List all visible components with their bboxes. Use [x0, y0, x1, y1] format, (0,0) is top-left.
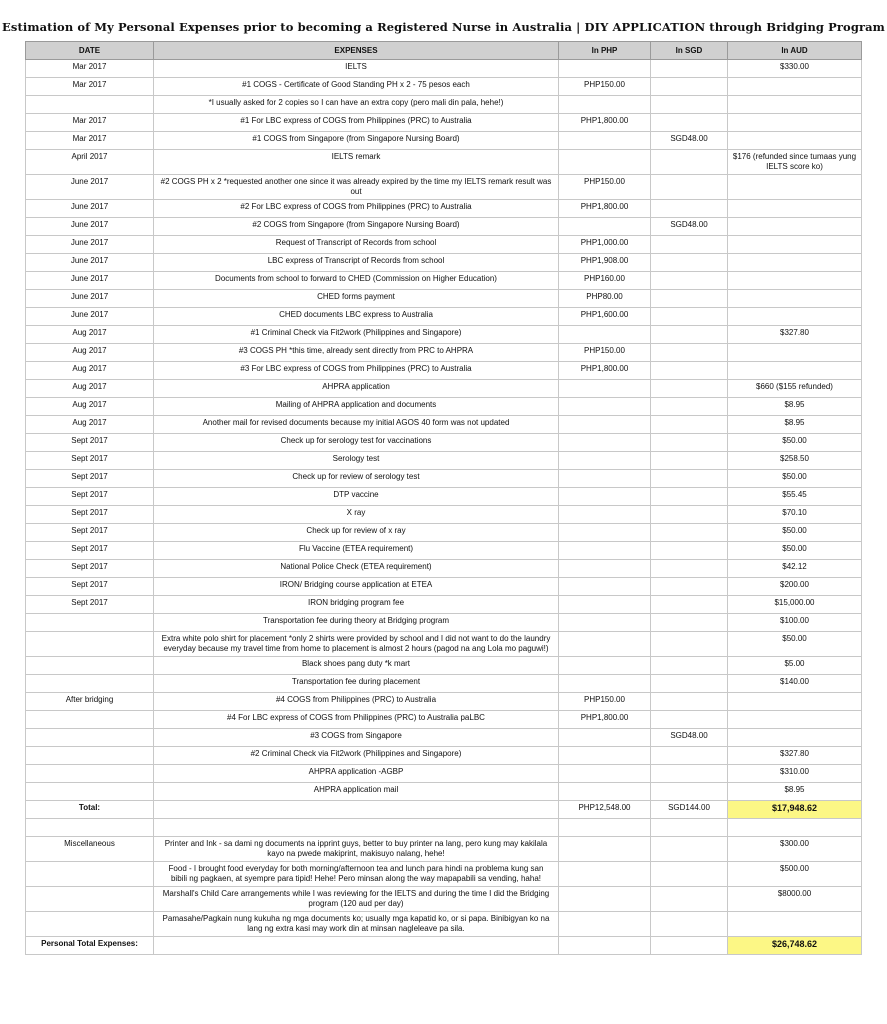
table-row — [26, 783, 862, 801]
table-header-row — [26, 42, 862, 60]
date-cell: Mar 2017 — [26, 114, 154, 132]
php-cell: PHP1,908.00 — [559, 254, 651, 272]
expense-cell: CHED documents LBC express to Australia — [154, 308, 559, 326]
php-cell — [559, 470, 651, 488]
expense-cell: Request of Transcript of Records from school — [154, 236, 559, 254]
sgd-cell — [651, 711, 728, 729]
table-row — [26, 175, 862, 200]
php-cell — [559, 132, 651, 150]
table-row — [26, 693, 862, 711]
sgd-cell — [651, 542, 728, 560]
aud-cell — [728, 175, 862, 200]
table-row — [26, 711, 862, 729]
sgd-cell — [651, 344, 728, 362]
sgd-cell — [651, 380, 728, 398]
aud-cell: $50.00 — [728, 434, 862, 452]
table-row — [26, 96, 862, 114]
aud-cell: $660 ($155 refunded) — [728, 380, 862, 398]
php-cell: PHP1,600.00 — [559, 308, 651, 326]
aud-cell — [728, 218, 862, 236]
expense-cell: #4 For LBC express of COGS from Philippines (PRC) to Australia paLBC — [154, 711, 559, 729]
sgd-cell — [651, 200, 728, 218]
date-cell: Sept 2017 — [26, 578, 154, 596]
sgd-cell — [651, 632, 728, 657]
aud-cell: $50.00 — [728, 542, 862, 560]
personal-total-aud: $26,748.62 — [728, 937, 862, 955]
expense-cell: #2 Criminal Check via Fit2work (Philippines and Singapore) — [154, 747, 559, 765]
expense-cell: Mailing of AHPRA application and documents — [154, 398, 559, 416]
sgd-cell — [651, 614, 728, 632]
misc-expense-cell: Food - I brought food everyday for both morning/afternoon tea and lunch para hindi na problema kung san bibili ng pagkaen, at syempre para tipid! Hehe! Pero minsan along the way mapapabili sa vending, haha! — [154, 862, 559, 887]
misc-expense-cell: Printer and Ink - sa dami ng documents na ipprint guys, better to buy printer na lang, pero kung may kakilala kayo na pwede makiprint, makisuyo nalang, hehe! — [154, 837, 559, 862]
expense-cell: AHPRA application mail — [154, 783, 559, 801]
total-sgd: SGD144.00 — [651, 801, 728, 819]
total-aud: $17,948.62 — [728, 801, 862, 819]
aud-cell: $50.00 — [728, 524, 862, 542]
php-cell — [559, 657, 651, 675]
expense-cell: Check up for serology test for vaccinations — [154, 434, 559, 452]
table-row — [26, 78, 862, 96]
date-cell: June 2017 — [26, 200, 154, 218]
misc-label: Miscellaneous — [26, 837, 154, 862]
expense-cell: DTP vaccine — [154, 488, 559, 506]
misc-label — [26, 887, 154, 912]
expense-cell: #2 COGS PH x 2 *requested another one since it was already expired by the time my IELTS remark result was out — [154, 175, 559, 200]
total-php: PHP12,548.00 — [559, 801, 651, 819]
expense-cell: #3 COGS from Singapore — [154, 729, 559, 747]
aud-cell: $258.50 — [728, 452, 862, 470]
expense-cell: #1 COGS from Singapore (from Singapore Nursing Board) — [154, 132, 559, 150]
misc-aud-cell — [728, 912, 862, 937]
php-cell: PHP1,800.00 — [559, 711, 651, 729]
php-cell — [559, 60, 651, 78]
aud-cell — [728, 693, 862, 711]
expense-cell: LBC express of Transcript of Records from school — [154, 254, 559, 272]
aud-cell — [728, 711, 862, 729]
table-row — [26, 114, 862, 132]
sgd-cell — [651, 765, 728, 783]
total-row — [26, 801, 862, 819]
sgd-cell — [651, 254, 728, 272]
php-cell — [559, 398, 651, 416]
sgd-cell — [651, 560, 728, 578]
table-row — [26, 254, 862, 272]
empty-cell — [154, 819, 559, 837]
misc-row — [26, 887, 862, 912]
date-cell — [26, 632, 154, 657]
expense-cell: CHED forms payment — [154, 290, 559, 308]
header-date: DATE — [26, 42, 154, 60]
date-cell — [26, 96, 154, 114]
date-cell: April 2017 — [26, 150, 154, 175]
sgd-cell: SGD48.00 — [651, 132, 728, 150]
sgd-cell: SGD48.00 — [651, 729, 728, 747]
expense-cell: IRON bridging program fee — [154, 596, 559, 614]
date-cell — [26, 657, 154, 675]
table-row — [26, 578, 862, 596]
aud-cell: $327.80 — [728, 326, 862, 344]
table-row — [26, 344, 862, 362]
aud-cell: $140.00 — [728, 675, 862, 693]
aud-cell — [728, 78, 862, 96]
aud-cell: $8.95 — [728, 783, 862, 801]
date-cell: Sept 2017 — [26, 560, 154, 578]
aud-cell: $330.00 — [728, 60, 862, 78]
date-cell: Mar 2017 — [26, 132, 154, 150]
misc-expense-cell: Pamasahe/Pagkain nung kukuha ng mga documents ko; usually mga kapatid ko, or si papa. Binibigyan ko na lang ng extra kasi may work din at minsan nagleleave pa sila. — [154, 912, 559, 937]
php-cell: PHP1,800.00 — [559, 362, 651, 380]
aud-cell — [728, 254, 862, 272]
aud-cell — [728, 344, 862, 362]
aud-cell: $70.10 — [728, 506, 862, 524]
date-cell: Sept 2017 — [26, 596, 154, 614]
aud-cell — [728, 308, 862, 326]
expense-cell: Another mail for revised documents because my initial AGOS 40 form was not updated — [154, 416, 559, 434]
table-row — [26, 506, 862, 524]
expense-cell: Serology test — [154, 452, 559, 470]
empty-cell — [651, 937, 728, 955]
table-row — [26, 290, 862, 308]
misc-aud-cell: $500.00 — [728, 862, 862, 887]
empty-cell — [651, 887, 728, 912]
php-cell: PHP160.00 — [559, 272, 651, 290]
date-cell: Aug 2017 — [26, 362, 154, 380]
sgd-cell — [651, 747, 728, 765]
sgd-cell — [651, 434, 728, 452]
expense-cell: IELTS remark — [154, 150, 559, 175]
php-cell — [559, 747, 651, 765]
php-cell — [559, 578, 651, 596]
date-cell — [26, 614, 154, 632]
aud-cell: $50.00 — [728, 632, 862, 657]
aud-cell: $15,000.00 — [728, 596, 862, 614]
php-cell — [559, 416, 651, 434]
empty-cell — [651, 912, 728, 937]
date-cell: Aug 2017 — [26, 344, 154, 362]
table-row — [26, 236, 862, 254]
php-cell — [559, 326, 651, 344]
expense-cell: Check up for review of x ray — [154, 524, 559, 542]
date-cell: June 2017 — [26, 175, 154, 200]
aud-cell: $42.12 — [728, 560, 862, 578]
php-cell — [559, 488, 651, 506]
php-cell — [559, 452, 651, 470]
php-cell — [559, 783, 651, 801]
date-cell — [26, 729, 154, 747]
aud-cell: $100.00 — [728, 614, 862, 632]
misc-row — [26, 862, 862, 887]
sgd-cell — [651, 416, 728, 434]
table-row — [26, 657, 862, 675]
sgd-cell — [651, 96, 728, 114]
aud-cell: $55.45 — [728, 488, 862, 506]
date-cell: Sept 2017 — [26, 434, 154, 452]
empty-cell — [559, 912, 651, 937]
table-row — [26, 398, 862, 416]
misc-label — [26, 862, 154, 887]
sgd-cell — [651, 398, 728, 416]
misc-aud-cell: $300.00 — [728, 837, 862, 862]
php-cell — [559, 614, 651, 632]
sgd-cell — [651, 326, 728, 344]
sgd-cell — [651, 60, 728, 78]
table-row — [26, 729, 862, 747]
expense-cell: Transportation fee during theory at Bridging program — [154, 614, 559, 632]
aud-cell — [728, 272, 862, 290]
header-expenses: EXPENSES — [154, 42, 559, 60]
table-row — [26, 747, 862, 765]
expense-cell: Documents from school to forward to CHED (Commission on Higher Education) — [154, 272, 559, 290]
table-row — [26, 434, 862, 452]
php-cell — [559, 765, 651, 783]
date-cell — [26, 765, 154, 783]
total-expense-empty — [154, 801, 559, 819]
expense-cell: #1 COGS - Certificate of Good Standing PH x 2 - 75 pesos each — [154, 78, 559, 96]
php-cell — [559, 542, 651, 560]
php-cell — [559, 380, 651, 398]
date-cell: After bridging — [26, 693, 154, 711]
date-cell: June 2017 — [26, 218, 154, 236]
sgd-cell — [651, 114, 728, 132]
date-cell: June 2017 — [26, 236, 154, 254]
sgd-cell — [651, 657, 728, 675]
php-cell: PHP1,800.00 — [559, 200, 651, 218]
aud-cell: $200.00 — [728, 578, 862, 596]
table-row — [26, 150, 862, 175]
empty-cell — [728, 819, 862, 837]
expense-cell: IRON/ Bridging course application at ETEA — [154, 578, 559, 596]
table-row — [26, 218, 862, 236]
expense-cell: Extra white polo shirt for placement *only 2 shirts were provided by school and I did not want to do the laundry everyday because my travel time from home to placement is almost 2 hours (pagod na ang Lola mo paguwi!) — [154, 632, 559, 657]
php-cell: PHP150.00 — [559, 693, 651, 711]
php-cell — [559, 675, 651, 693]
sgd-cell — [651, 578, 728, 596]
date-cell: Mar 2017 — [26, 60, 154, 78]
php-cell: PHP80.00 — [559, 290, 651, 308]
header-php: In PHP — [559, 42, 651, 60]
aud-cell: $176 (refunded since tumaas yung IELTS score ko) — [728, 150, 862, 175]
header-aud: In AUD — [728, 42, 862, 60]
sgd-cell: SGD48.00 — [651, 218, 728, 236]
php-cell — [559, 150, 651, 175]
table-row — [26, 524, 862, 542]
php-cell — [559, 434, 651, 452]
table-row — [26, 765, 862, 783]
misc-row — [26, 837, 862, 862]
expense-cell: #2 COGS from Singapore (from Singapore Nursing Board) — [154, 218, 559, 236]
empty-cell — [559, 937, 651, 955]
sgd-cell — [651, 290, 728, 308]
date-cell: Aug 2017 — [26, 416, 154, 434]
misc-expense-cell: Marshall's Child Care arrangements while I was reviewing for the IELTS and during the time I did the Bridging program (120 aud per day) — [154, 887, 559, 912]
php-cell — [559, 729, 651, 747]
expense-cell: #3 For LBC express of COGS from Philippines (PRC) to Australia — [154, 362, 559, 380]
php-cell — [559, 596, 651, 614]
sgd-cell — [651, 150, 728, 175]
aud-cell — [728, 290, 862, 308]
aud-cell — [728, 729, 862, 747]
table-row — [26, 416, 862, 434]
empty-cell — [651, 819, 728, 837]
expense-cell: X ray — [154, 506, 559, 524]
aud-cell: $8.95 — [728, 398, 862, 416]
date-cell: Aug 2017 — [26, 326, 154, 344]
sgd-cell — [651, 596, 728, 614]
sgd-cell — [651, 175, 728, 200]
sgd-cell — [651, 452, 728, 470]
aud-cell: $8.95 — [728, 416, 862, 434]
misc-row — [26, 912, 862, 937]
date-cell: June 2017 — [26, 290, 154, 308]
table-row — [26, 596, 862, 614]
expense-cell: Check up for review of serology test — [154, 470, 559, 488]
sgd-cell — [651, 78, 728, 96]
aud-cell — [728, 132, 862, 150]
aud-cell — [728, 236, 862, 254]
expense-cell: IELTS — [154, 60, 559, 78]
empty-cell — [559, 862, 651, 887]
aud-cell: $310.00 — [728, 765, 862, 783]
expense-cell: National Police Check (ETEA requirement) — [154, 560, 559, 578]
aud-cell — [728, 114, 862, 132]
expenses-table — [25, 41, 862, 955]
expense-cell: Black shoes pang duty *k mart — [154, 657, 559, 675]
table-row — [26, 200, 862, 218]
php-cell — [559, 506, 651, 524]
date-cell: June 2017 — [26, 272, 154, 290]
personal-total-row — [26, 937, 862, 955]
empty-cell — [651, 862, 728, 887]
date-cell — [26, 675, 154, 693]
table-row — [26, 675, 862, 693]
expense-cell: *I usually asked for 2 copies so I can have an extra copy (pero mali din pala, hehe!) — [154, 96, 559, 114]
php-cell: PHP150.00 — [559, 175, 651, 200]
table-row — [26, 560, 862, 578]
empty-cell — [651, 837, 728, 862]
sgd-cell — [651, 675, 728, 693]
php-cell — [559, 524, 651, 542]
sgd-cell — [651, 362, 728, 380]
sgd-cell — [651, 470, 728, 488]
table-row — [26, 60, 862, 78]
personal-total-label: Personal Total Expenses: — [26, 937, 154, 955]
misc-aud-cell: $8000.00 — [728, 887, 862, 912]
empty-cell — [559, 837, 651, 862]
date-cell — [26, 747, 154, 765]
date-cell: Sept 2017 — [26, 506, 154, 524]
sgd-cell — [651, 783, 728, 801]
sgd-cell — [651, 506, 728, 524]
php-cell: PHP150.00 — [559, 344, 651, 362]
aud-cell — [728, 200, 862, 218]
date-cell: Aug 2017 — [26, 398, 154, 416]
expense-cell: AHPRA application -AGBP — [154, 765, 559, 783]
php-cell: PHP1,000.00 — [559, 236, 651, 254]
aud-cell — [728, 96, 862, 114]
table-row — [26, 614, 862, 632]
page-title: Estimation of My Personal Expenses prior to becoming a Registered Nurse in Australia | DIY APPLICATION through Bridging Program — [2, 20, 885, 34]
table-row — [26, 470, 862, 488]
spacer-row — [26, 819, 862, 837]
date-cell — [26, 783, 154, 801]
misc-label — [26, 912, 154, 937]
expense-cell: #3 COGS PH *this time, already sent directly from PRC to AHPRA — [154, 344, 559, 362]
empty-cell — [26, 819, 154, 837]
expense-cell: Flu Vaccine (ETEA requirement) — [154, 542, 559, 560]
sgd-cell — [651, 524, 728, 542]
sgd-cell — [651, 308, 728, 326]
date-cell: June 2017 — [26, 308, 154, 326]
date-cell: Aug 2017 — [26, 380, 154, 398]
expense-cell: #4 COGS from Philippines (PRC) to Australia — [154, 693, 559, 711]
php-cell: PHP150.00 — [559, 78, 651, 96]
expense-cell: AHPRA application — [154, 380, 559, 398]
date-cell: Sept 2017 — [26, 452, 154, 470]
table-row — [26, 632, 862, 657]
sgd-cell — [651, 693, 728, 711]
sgd-cell — [651, 488, 728, 506]
table-row — [26, 272, 862, 290]
total-label: Total: — [26, 801, 154, 819]
date-cell: Mar 2017 — [26, 78, 154, 96]
expense-cell: #1 For LBC express of COGS from Philippines (PRC) to Australia — [154, 114, 559, 132]
table-row — [26, 488, 862, 506]
date-cell: Sept 2017 — [26, 470, 154, 488]
empty-cell — [559, 819, 651, 837]
aud-cell: $5.00 — [728, 657, 862, 675]
expense-cell: #1 Criminal Check via Fit2work (Philippines and Singapore) — [154, 326, 559, 344]
table-row — [26, 542, 862, 560]
empty-cell — [154, 937, 559, 955]
php-cell — [559, 560, 651, 578]
aud-cell — [728, 362, 862, 380]
date-cell — [26, 711, 154, 729]
table-row — [26, 362, 862, 380]
date-cell: Sept 2017 — [26, 524, 154, 542]
date-cell: Sept 2017 — [26, 488, 154, 506]
table-row — [26, 308, 862, 326]
table-row — [26, 380, 862, 398]
header-sgd: In SGD — [651, 42, 728, 60]
php-cell: PHP1,800.00 — [559, 114, 651, 132]
table-body — [26, 60, 862, 955]
php-cell — [559, 218, 651, 236]
table-row — [26, 132, 862, 150]
expense-cell: Transportation fee during placement — [154, 675, 559, 693]
sgd-cell — [651, 236, 728, 254]
aud-cell: $50.00 — [728, 470, 862, 488]
table-row — [26, 326, 862, 344]
sgd-cell — [651, 272, 728, 290]
expense-cell: #2 For LBC express of COGS from Philippines (PRC) to Australia — [154, 200, 559, 218]
php-cell — [559, 96, 651, 114]
date-cell: June 2017 — [26, 254, 154, 272]
aud-cell: $327.80 — [728, 747, 862, 765]
empty-cell — [559, 887, 651, 912]
date-cell: Sept 2017 — [26, 542, 154, 560]
php-cell — [559, 632, 651, 657]
table-row — [26, 452, 862, 470]
